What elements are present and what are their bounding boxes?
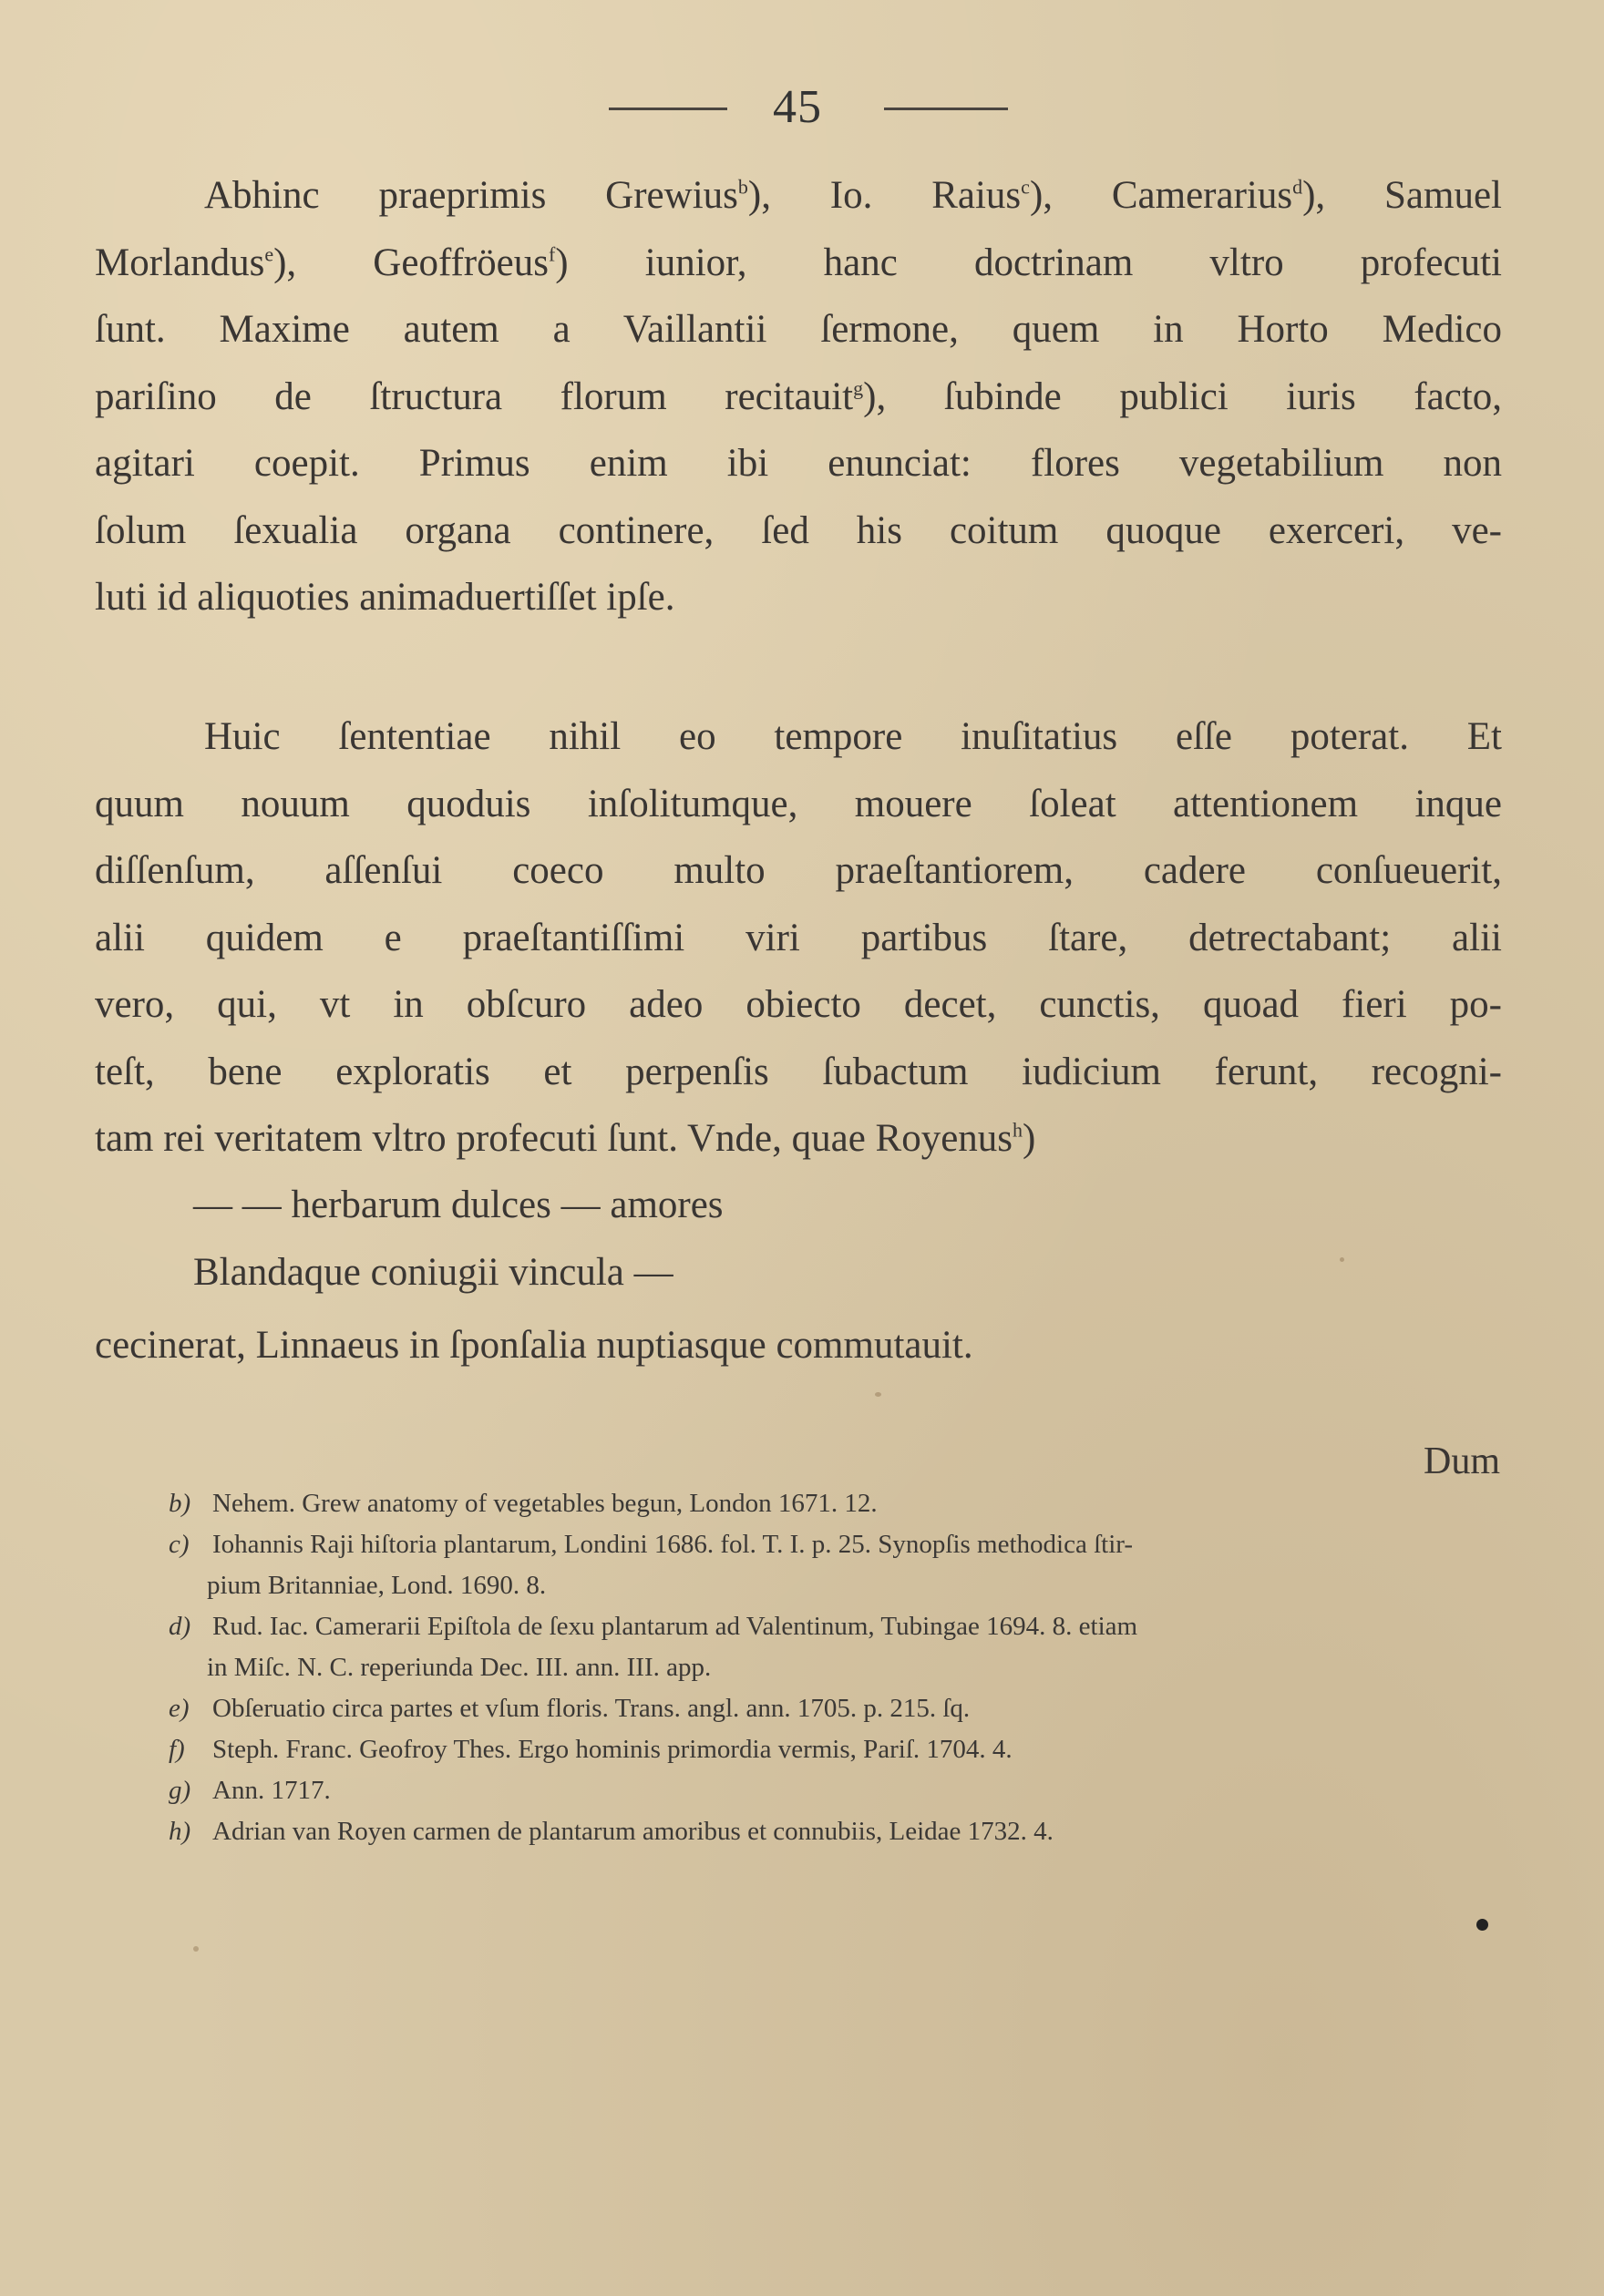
footnote-h: h) Adrian van Royen carmen de plantarum amoribus et connubiis, Leidae 1732. 4. — [169, 1817, 1054, 1846]
header-rule-right — [884, 108, 1008, 110]
header-rule-left — [609, 108, 727, 110]
verse-quote — [193, 1172, 724, 1306]
p2-line-1: Huic ſententiae nihil eo tempore inuſitatius eſſe poterat. Et — [204, 715, 1502, 758]
footnote-c-cont: pium Britanniae, Lond. 1690. 8. — [207, 1571, 547, 1600]
ink-spot — [1476, 1919, 1488, 1931]
verse-line-1: — — herbarum dulces — amores — [193, 1184, 724, 1226]
verse-line-2: Blandaque coniugii vincula — — [193, 1250, 673, 1294]
p2-line-4: alii quidem e praeſtantiſſimi viri partibus ſtare, detrectabant; alii — [95, 916, 1502, 959]
page-header — [0, 80, 1604, 135]
footnote-d: d) Rud. Iac. Camerarii Epiſtola de ſexu plantarum ad Valentinum, Tubingae 1694. 8. etiam — [169, 1612, 1138, 1641]
p3-line-1: cecinerat, Linnaeus in ſponſalia nuptiasque commutauit. — [95, 1324, 973, 1367]
footnote-d-cont: in Miſc. N. C. reperiunda Dec. III. ann. III. app. — [207, 1653, 712, 1682]
p2-line-6: teſt, bene exploratis et perpenſis ſubactum iudicium ferunt, recogni- — [95, 1050, 1502, 1093]
p1-line-3: ſunt. Maxime autem a Vaillantii ſermone, quem in Horto Medico — [95, 308, 1502, 351]
p1-line-2: Morlandus$^e$), Geoffröeus$^f$) iunior, hanc doctrinam vltro profecuti — [95, 241, 1502, 284]
footnote-b: b) Nehem. Grew anatomy of vegetables begun, London 1671. 12. — [169, 1489, 878, 1518]
p1-line-7: luti id aliquoties animaduertiſſet ipſe. — [95, 576, 675, 619]
paper-speck — [875, 1392, 881, 1397]
footnote-f: f) Steph. Franc. Geofroy Thes. Ergo hominis primordia vermis, Pariſ. 1704. 4. — [169, 1735, 1013, 1764]
paper-speck — [1340, 1257, 1344, 1262]
paragraph-2 — [95, 703, 1502, 1173]
p2-line-5: vero, qui, vt in obſcuro adeo obiecto decet, cunctis, quoad fieri po- — [95, 983, 1502, 1026]
p2-line-2: quum nouum quoduis inſolitumque, mouere ſoleat attentionem inque — [95, 782, 1502, 825]
catchword: Dum — [1424, 1440, 1500, 1482]
p1-line-6: ſolum ſexualia organa continere, ſed his coitum quoque exerceri, ve- — [95, 508, 1502, 552]
p1-line-5: agitari coepit. Primus enim ibi enunciat: flores vegetabilium non — [95, 442, 1502, 485]
paragraph-1 — [95, 162, 1502, 631]
p2-line-3: diſſenſum, aſſenſui coeco multo praeſtantiorem, cadere conſueuerit, — [95, 849, 1502, 892]
p1-line-1: Abhinc praeprimis Grewius$^b$), Io. Raius$^c$), Camerarius$^d$), Samuel — [204, 174, 1502, 217]
footnote-g: g) Ann. 1717. — [169, 1776, 331, 1805]
paper-speck — [193, 1946, 199, 1952]
footnotes — [169, 1483, 1499, 1852]
p2-line-7: tam rei veritatem vltro profecuti ſunt. Vnde, quae Royenus$^h$) — [95, 1117, 1036, 1160]
page-number: 45 — [773, 81, 822, 133]
p1-line-4: pariſino de ſtructura florum recitauit$^g$), ſubinde publici iuris facto, — [95, 374, 1502, 418]
footnote-c: c) Iohannis Raji hiſtoria plantarum, Londini 1686. fol. T. I. p. 25. Synopſis methodica ſtir- — [169, 1530, 1133, 1559]
footnote-e: e) Obſeruatio circa partes et vſum floris. Trans. angl. ann. 1705. p. 215. ſq. — [169, 1694, 971, 1723]
paragraph-3 — [95, 1312, 1502, 1379]
